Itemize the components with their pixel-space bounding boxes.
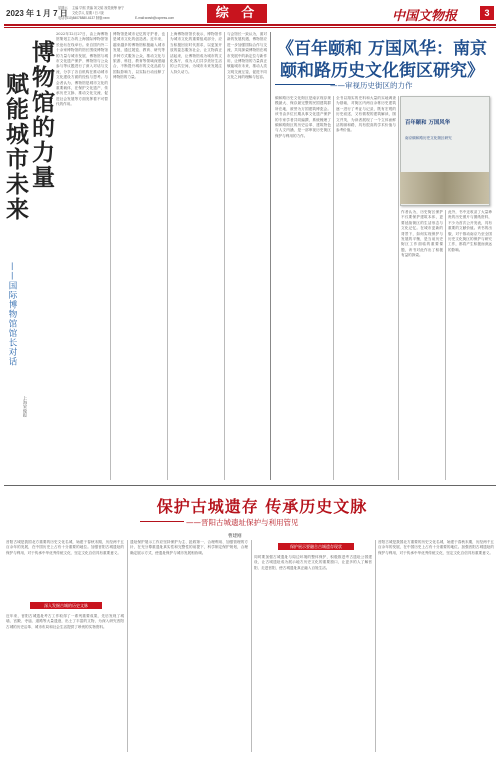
article3-column-1b: 近年来，晋阳古城遗址考古工作取得了一系列重要成果，先后发现了城墙、宫殿、寺庙、道路等大量遗迹，出土了丰富的文物，为深入研究晋阳古城的历史沿革、城市布局和社会生活提供了珍贵的实物资料。 bbox=[6, 614, 124, 629]
article1-column-2: 博物馆是城市记忆的守护者，也是城市文化的创造者。近年来，越来越多的博物馆积极融入城市发展，通过展览、教育、研究等多种方式服务公众，推动文化与旅游、科技、教育等领域深度融合，不断提升城市的文化品质与国际影响力，以实际行动诠释了博物馆的力量。 bbox=[113, 32, 165, 80]
column-divider bbox=[445, 210, 446, 480]
column-divider bbox=[224, 32, 225, 480]
issue-date: 2023 年 1 月 7 日 bbox=[6, 9, 68, 18]
article3-column-3: 同时要加强古城遗址与周边环境的整体保护，积极推进考古遗址公园建设，让古城遗址成为展示地方历史文化的重要窗口，让更多的人了解晋阳、走进晋阳，使古城遗址真正融入百姓生活。 bbox=[254, 555, 372, 570]
article3-column-1a: 晋阳古城是我国北方重要的历史文化名城，始建于春秋末期，历经两千五百余年的发展，在中国历史上占有十分重要的地位。加强晋阳古城遗址的保护与利用，对于传承中华优秀传统文化、坚定文化自信具有重要意义。 bbox=[6, 540, 124, 555]
book-cover-title: 百年颐和 万国风华 bbox=[405, 120, 451, 126]
section-label: 综 合 bbox=[207, 4, 267, 23]
newspaper-masthead: 中国文物报 bbox=[392, 9, 458, 24]
article2-subtitle: ——审视历史街区的力作 bbox=[330, 81, 413, 90]
article1-author: 上海宋俊报 bbox=[23, 396, 28, 417]
header-divider-thin bbox=[4, 27, 496, 28]
page-number: 3 bbox=[480, 6, 494, 20]
article2-title: 《百年颐和 万国风华：南京颐和路历史文化街区研究》 bbox=[277, 39, 487, 81]
header-info-line2: 文化学人 星期 / 日 / 版 bbox=[72, 11, 104, 15]
article1-headline-col1: 博物馆的力量 bbox=[28, 40, 54, 190]
column-divider bbox=[333, 96, 334, 480]
article3-section-bar-1: 深入发掘古城的历史文脉 bbox=[30, 602, 102, 609]
article-divider bbox=[270, 32, 271, 480]
column-divider bbox=[110, 32, 111, 480]
article2-column-3: 作者认为，历史街区保护不仅要保护建筑本体，更要延续街区的生活形态与文化记忆。在城市更新的背景下，如何实现保护与发展的平衡，是当前历史街区工作面临的重要课题，该书对此作出了积极有益的探索。 bbox=[401, 210, 443, 258]
header-divider bbox=[4, 24, 496, 26]
column-divider bbox=[167, 32, 168, 480]
article1-subtitle: ——国际博物馆馆长对话 bbox=[7, 262, 17, 367]
column-divider bbox=[375, 540, 376, 752]
column-divider bbox=[398, 96, 399, 480]
article3-section-bar-2: 保护展示要融合古城遗存现状 bbox=[278, 543, 354, 550]
book-cover-photo-band bbox=[400, 172, 489, 204]
header-info-line3: 电话:(010)84078880-6137 制版:xxxx bbox=[58, 16, 110, 20]
column-divider bbox=[251, 540, 252, 752]
column-divider bbox=[127, 540, 128, 752]
article3-author: 曹建刚 bbox=[228, 534, 242, 539]
article3-subtitle: ——晋阳古城遗址保护与利用管见 bbox=[186, 518, 299, 527]
article3-column-4: 晋阳古城是我国北方重要的历史文化名城，始建于春秋末期，历经两千五百余年的发展，在中国历史上占有十分重要的地位。加强晋阳古城遗址的保护与利用，对于传承中华优秀传统文化、坚定文化自信具有重要意义。 bbox=[378, 540, 494, 555]
article2-column-2: 全书以翔实的史料和大量的实地调查为基础，对街区内两百余栋历史建筑逐一进行了考证与记录，既有宏观的历史叙述，又有微观的建筑解读，图文并茂，为读者展现了一个立体而鲜活的颐和路，具有很高的学术价值与参考价值。 bbox=[336, 96, 396, 133]
header-info-line4: E-mail:wwsb@ccpress.com bbox=[135, 16, 175, 20]
article3-subtitle-rule bbox=[140, 521, 184, 522]
article2-column-1: 颐和路历史文化街区是南京现存规模最大、保存最完整的民国建筑群所在地，被誉为万国建筑博览会。该书由多位长期从事文化遗产保护的专家学者共同编撰，系统梳理了颐和路街区的历史沿革、建筑特色与人文内涵，是一部审视历史街区保护与利用的力作。 bbox=[275, 96, 331, 138]
header-info-line1: 主编 毕熙 责编 刘文韬 视觉统筹 徐宁 bbox=[72, 6, 125, 10]
article3-column-2: 遗址保护展示工作应坚持保护为主、抢救第一、合理利用、加强管理的方针，在充分尊重遗址真实性和完整性的前提下，科学制定保护规划，合理确定展示方式，使遗址保护与城市发展相协调。 bbox=[130, 540, 248, 555]
article1-column-1: 2022年12月27日，由上海博物馆策划主办的上海国际博物馆馆长论坛在线举行。来自国内外二十余家博物馆的馆长围绕博物馆的力量与城市发展、博物馆与城市文化遗产保护、博物馆与公众参与等议题进行了深入对话与交流，分享了各自机构在推动城市文化建设方面的经验与思考。与会者认为，博物馆是城市文化的重要载体，在保护文化遗产、传承历史文脉、推动文化交流、促进社会发展等方面发挥着不可替代的作用。 bbox=[56, 32, 108, 107]
article2-column-4: 此外，书中还收录了大量珍贵的历史照片与图纸资料，不少为首次公开发表，具有重要的文献价值。该书的出版，对于推动南京乃至全国历史文化街区的保护与研究工作，都将产生积极而深远的影响。 bbox=[448, 210, 492, 252]
article1-column-4: 与会馆长一致认为，面对新的发展机遇，博物馆应进一步加强国际合作与交流，共同探索博物馆在城市发展中的新定位与新作用，让博物馆的力量真正赋能城市未来，推动人类文明交流互鉴，促进不同文化之间的理解与包容。 bbox=[227, 32, 267, 80]
article2-subtitle-rule bbox=[275, 84, 335, 85]
header-weekday: 星期六 bbox=[58, 6, 68, 10]
article1-headline-col2: 赋能城市未来 bbox=[2, 72, 28, 222]
article1-column-3: 上海博物馆馆长表示，博物馆作为城市文化的重要组成部分，应当积极回应时代需求，以更加开放的姿态服务社会，让文物真正活起来，让博物馆成为城市的文化客厅，成为人们共享美好生活的公共空间，为城市未来发展注入持久动力。 bbox=[170, 32, 222, 74]
section-divider bbox=[4, 485, 496, 486]
article3-title: 保护古城遗存 传承历史文脉 bbox=[156, 497, 368, 516]
book-cover-subtitle: 南京颐和路历史文化街区研究 bbox=[405, 136, 452, 140]
